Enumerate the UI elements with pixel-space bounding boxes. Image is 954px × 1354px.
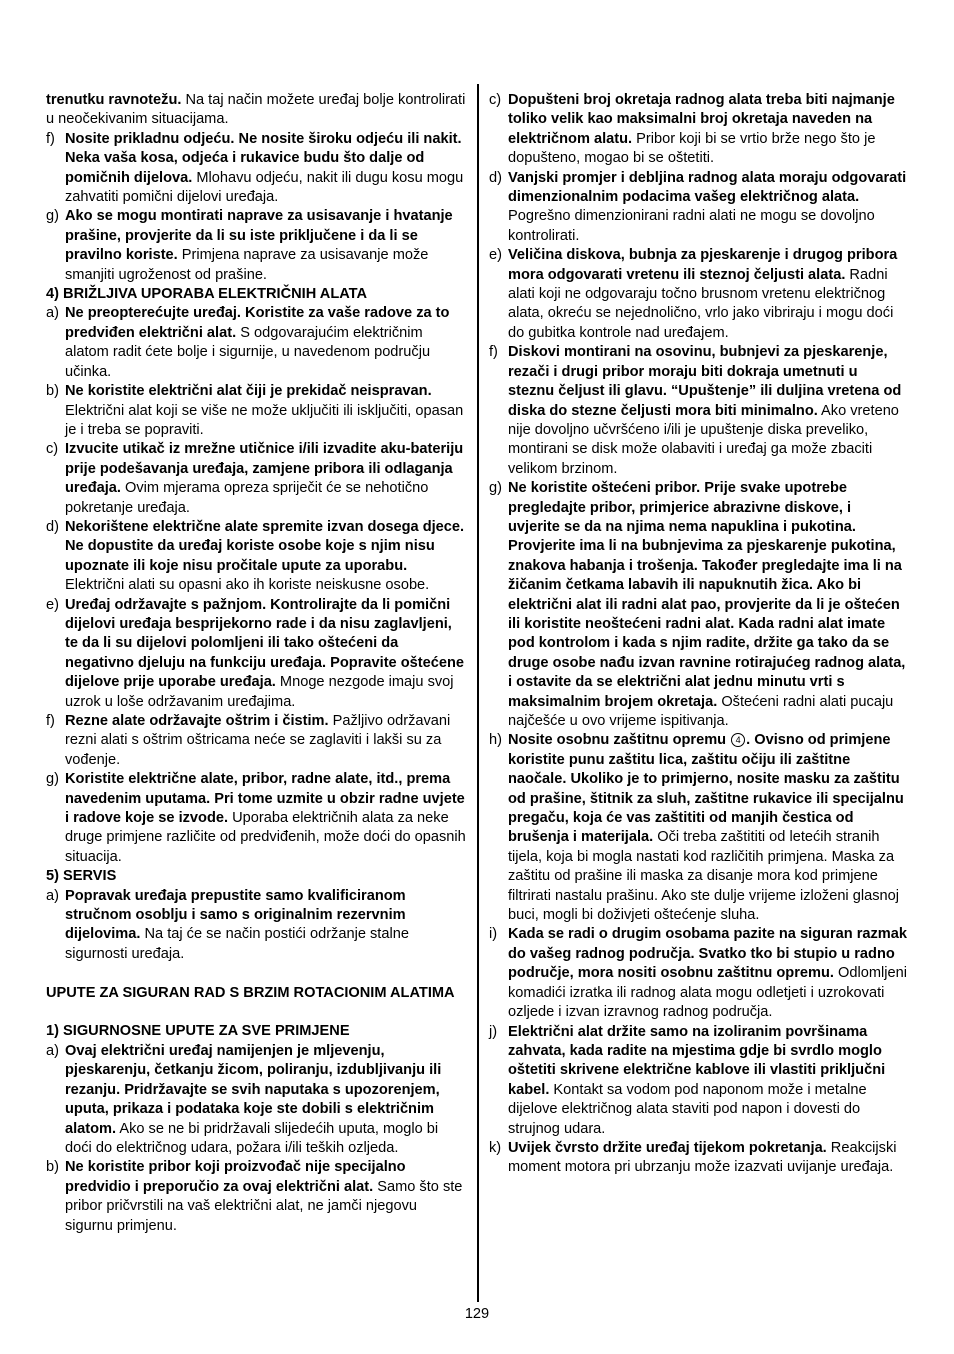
list-item (489, 91, 907, 169)
item-label: b) (46, 1159, 59, 1176)
list-safety-general (46, 130, 467, 285)
list-item (46, 887, 467, 965)
right-column (489, 91, 907, 1178)
item-text: Nosite osobnu zaštitnu opremu 4 . Ovisno od primjene koristite punu zaštitu lica, zaštitu očiju ili zaštitne naočale. Ukoliko je to primjerno, nosite masku za zaštitu od prašine, štitnik za sluh, zaštitne rukavice ili specijalnu pregaču, koja će vas zaštititi od manjih čestica od brušenja i materijala. Oči treba zaštititi od letećih stranih tijela, koja bi mogla nastati kod različitih primjena. Maska za zaštitu od prašine ili maska za disanje mora kod primjene filtrirati nastalu prašinu. Ako ste dulje vrijeme izloženi glasnoj buci, mogli bi doživjeti oštećenje sluha. (508, 732, 904, 924)
list-item (46, 130, 467, 208)
item-label: a) (46, 1042, 59, 1059)
list-service (46, 887, 467, 965)
list-item (489, 1139, 907, 1178)
list-item (46, 1158, 467, 1236)
item-label: d) (489, 169, 502, 186)
item-label: f) (489, 344, 498, 361)
list-accessories (489, 91, 907, 731)
item-label: e) (46, 596, 59, 613)
item-label: f) (46, 713, 55, 729)
item-text: Rezne alate održavajte oštrim i čistim. Pažljivo održavani rezni alati s oštrim oštricama neće se zaglaviti i lakši su za vođenje. (65, 713, 451, 768)
section-heading-5: 5) SERVIS (46, 868, 117, 885)
list-all-applications (46, 1042, 467, 1236)
list-item (489, 169, 907, 247)
item-text: Ne koristite električni alat čiji je prekidač neispravan. Električni alat koji se više ne može uključiti ili isključiti, opasan je i treba se popraviti. (65, 383, 464, 438)
item-text: Uređaj održavajte s pažnjom. Kontrolirajte da li pomični dijelovi uređaja besprijekorno rade i da nisu zaglavljeni, te da li su dijelovi polomljeni ili tako oštećeni da negativno djeluju na funkciju uređaja. Popravite oštećene dijelove prije uporabe uređaja. Mnoge nezgode imaju svoj uzrok u loše održavanim uređajima. (65, 596, 464, 710)
item-text: Kada se radi o drugim osobama pazite na siguran razmak do vašeg radnog područja. Svatko tko bi stupio u radno područje, mora nositi osobnu zaštitnu opremu. Odlomljeni komadići izratka ili radnog alata mogu odletjeti i uzrokovati ozljede i izvan izravnog radnog područja. (508, 926, 908, 1021)
item-text: Ne koristite oštećeni pribor. Prije svake upotrebe pregledajte pribor, primjerice abrazivne diskove, i uvjerite se da na njima nema napuklina i pukotina. Provjerite ima li na bubnjevima za pjeskarenje pukotina, znakova habanja i trošenja. Također pregledajte ima li na žičanim četkama labavih ili napuknutih žica. Ako bi električni alat ili radni alat pao, provjerite da li je oštećen ili koristite neoštećeni radni alat. Kada radni alat imate pod kontrolom i kada s njim radite, držite ga tako da se druge osobe nađu izvan ravnine rotirajućeg radnog alata, i ostavite da se električni alat jednu minutu vrti s maksimalnim brojem okretaja. Oštećeni radni alati pucaju najčešće u ovo vrijeme ispitivanja. (508, 480, 906, 729)
item-label: a) (46, 305, 59, 322)
item-text: Ovaj električni uređaj namijenjen je mljevenju, pjeskarenju, četkanju žicom, poliranju, izdubljivanju ili rezanju. Pridržavajte se svih naputaka s upozorenjem, uputa, prikaza i podataka koje ste dobili s električnim alatom. Ako se ne bi pridržavali slijedećih uputa, moglo bi doći do električnog udara, požara i/ili teških ozljeda. (65, 1042, 442, 1156)
left-column (46, 91, 467, 1236)
item-text: Nosite prikladnu odjeću. Ne nosite široku odjeću ili nakit. Neka vaša kosa, odjeća i rukavice budu što dalje od pomičnih dijelova. Mlohavu odjeću, nakit ili dugu kosu mogu zahvatiti pomični dijelovi uređaja. (65, 130, 464, 206)
list-item (46, 518, 467, 596)
item-label: e) (489, 247, 502, 264)
item-text: Popravak uređaja prepustite samo kvalificiranom stručnom osoblju i samo s originalnim rezervnim dijelovima. Na taj će se način postići održanje stalne sigurnosti uređaja. (65, 887, 409, 962)
list-item-h (489, 731, 907, 925)
list-item (489, 246, 907, 343)
list-item (489, 343, 907, 479)
list-item (46, 712, 467, 770)
item-label: c) (46, 441, 59, 458)
item-text: Izvucite utikač iz mrežne utičnice i/ili izvadite aku-bateriju prije podešavanja uređaja, zamjene pribora ili odlaganja uređaja. Ovim mjerama opreza spriječit će se nehotično pokretanje uređaja. (65, 441, 464, 516)
item-label: a) (46, 887, 59, 904)
page-number: 129 (464, 1306, 490, 1322)
item-label: g) (489, 480, 502, 497)
list-item (46, 1042, 467, 1158)
item-label: k) (489, 1139, 502, 1156)
item-text: Veličina diskova, bubnja za pjeskarenje i drugog pribora mora odgovarati vretenu ili steznoj čeljusti alata. Radni alati koji ne odgovaraju točno brusnom vretenu električnog alata, okreću se nejednolično, vrlo jako vibriraju i mogu doći do gubitka kontrole nad uređajem. (508, 247, 898, 341)
item-text: Ne preopterećujte uređaj. Koristite za vaše radove za to predviđen električni alat. S odgovarajućim električnim alatom radit ćete bolje i sigurnije, u navedenom području učinka. (65, 305, 450, 380)
item-text: Električni alat držite samo na izoliranim površinama zahvata, kada radite na mjestima gdje bi svrdlo moglo oštetiti skrivene električne kablove ili vlastiti priključni kabel. Kontakt sa vodom pod naponom može i metalne dijelove električnog alata staviti pod napon i dovesti do strujnog udara. (508, 1023, 886, 1137)
intro-paragraph: trenutku ravnotežu. Na taj način možete uređaj bolje kontrolirati u neočekivanim situacijama. (46, 92, 466, 128)
column-divider (477, 84, 479, 1302)
item-label: j) (489, 1023, 498, 1040)
item-label: f) (46, 130, 55, 147)
section-heading-4: 4) BRIŽLJIVA UPORABA ELEKTRIČNIH ALATA (46, 286, 368, 303)
item-label: b) (46, 383, 59, 400)
item-text: Nekorištene električne alate spremite izvan dosega djece. Ne dopustite da uređaj koriste osobe koje s njim nisu upoznate ili koje nisu pročitale upute za uporabu. Električni alati su opasni ako ih koriste neiskusne osobe. (65, 518, 465, 594)
list-item (46, 207, 467, 285)
list-item (46, 596, 467, 712)
rotary-tools-heading: UPUTE ZA SIGURAN RAD S BRZIM ROTACIONIM ALATIMA (46, 984, 455, 1001)
item-text: Ne koristite pribor koji proizvođač nije specijalno predvidio i preporučio za ovaj električni alat. Samo što ste pribor pričvrstili na vaš električni alat, ne jamči njegovu sigurnu primjenu. (65, 1159, 463, 1234)
list-item (489, 479, 907, 731)
item-label: i) (489, 926, 498, 943)
item-text: Koristite električne alate, pribor, radne alate, itd., prema navedenim uputama. Pri tome uzmite u obzir radne uvjete i radove koje se izvode. Uporaba električnih alata za neke druge primjene različite od predviđenih, može doći do opasnih situacija. (65, 771, 466, 865)
list-item (46, 440, 467, 518)
list-item (46, 770, 467, 867)
item-label: d) (46, 518, 59, 535)
item-text: Vanjski promjer i debljina radnog alata moraju odgovarati dimenzionalnim podacima vašeg električnog alata. Pogrešno dimenzionirani radni alati ne mogu se dovoljno kontrolirati. (508, 169, 907, 244)
item-text: Ako se mogu montirati naprave za usisavanje i hvatanje prašine, provjerite da li su iste priključene i da li se pravilno koriste. Primjena naprave za usisavanje može smanjiti ugroženost od prašine. (65, 208, 453, 283)
item-label: g) (46, 771, 59, 788)
item-text: Diskovi montirani na osovinu, bubnjevi za pjeskarenje, rezači i drugi pribor moraju biti dokraja umetnuti u steznu čeljust ili glavu. “Upuštenje” ili duljina vretena od diska do stezne čeljusti mora biti minimalno. Ako vreteno nije dovoljno učvršćeno i/ili je upuštenje diska preveliko, montirani se disk može olabaviti i uređaj ga može zbaciti velikom brzinom. (508, 344, 902, 477)
list-item (46, 382, 467, 440)
item-text: Dopušteni broj okretaja radnog alata treba biti najmanje toliko velik kao maksimalni broj okretaja naveden na električnom alatu. Pribor koji bi se vrtio brže nego što je dopušteno, mogao bi se oštetiti. (508, 92, 895, 167)
list-item (489, 925, 907, 1022)
list-item (46, 304, 467, 382)
item-label: c) (489, 92, 502, 108)
figure-ref-4-icon: 4 (731, 733, 745, 747)
list-careful-use (46, 304, 467, 867)
item-label: g) (46, 208, 59, 225)
item-text: Uvijek čvrsto držite uređaj tijekom pokretanja. Reakcijski moment motora pri ubrzanju može izazvati uvijanje uređaja. (508, 1139, 897, 1176)
item-label: h) (489, 732, 502, 749)
list-item (489, 1023, 907, 1139)
list-accessories-end (489, 925, 907, 1177)
subsection-heading-1: 1) SIGURNOSNE UPUTE ZA SVE PRIMJENE (46, 1023, 350, 1040)
